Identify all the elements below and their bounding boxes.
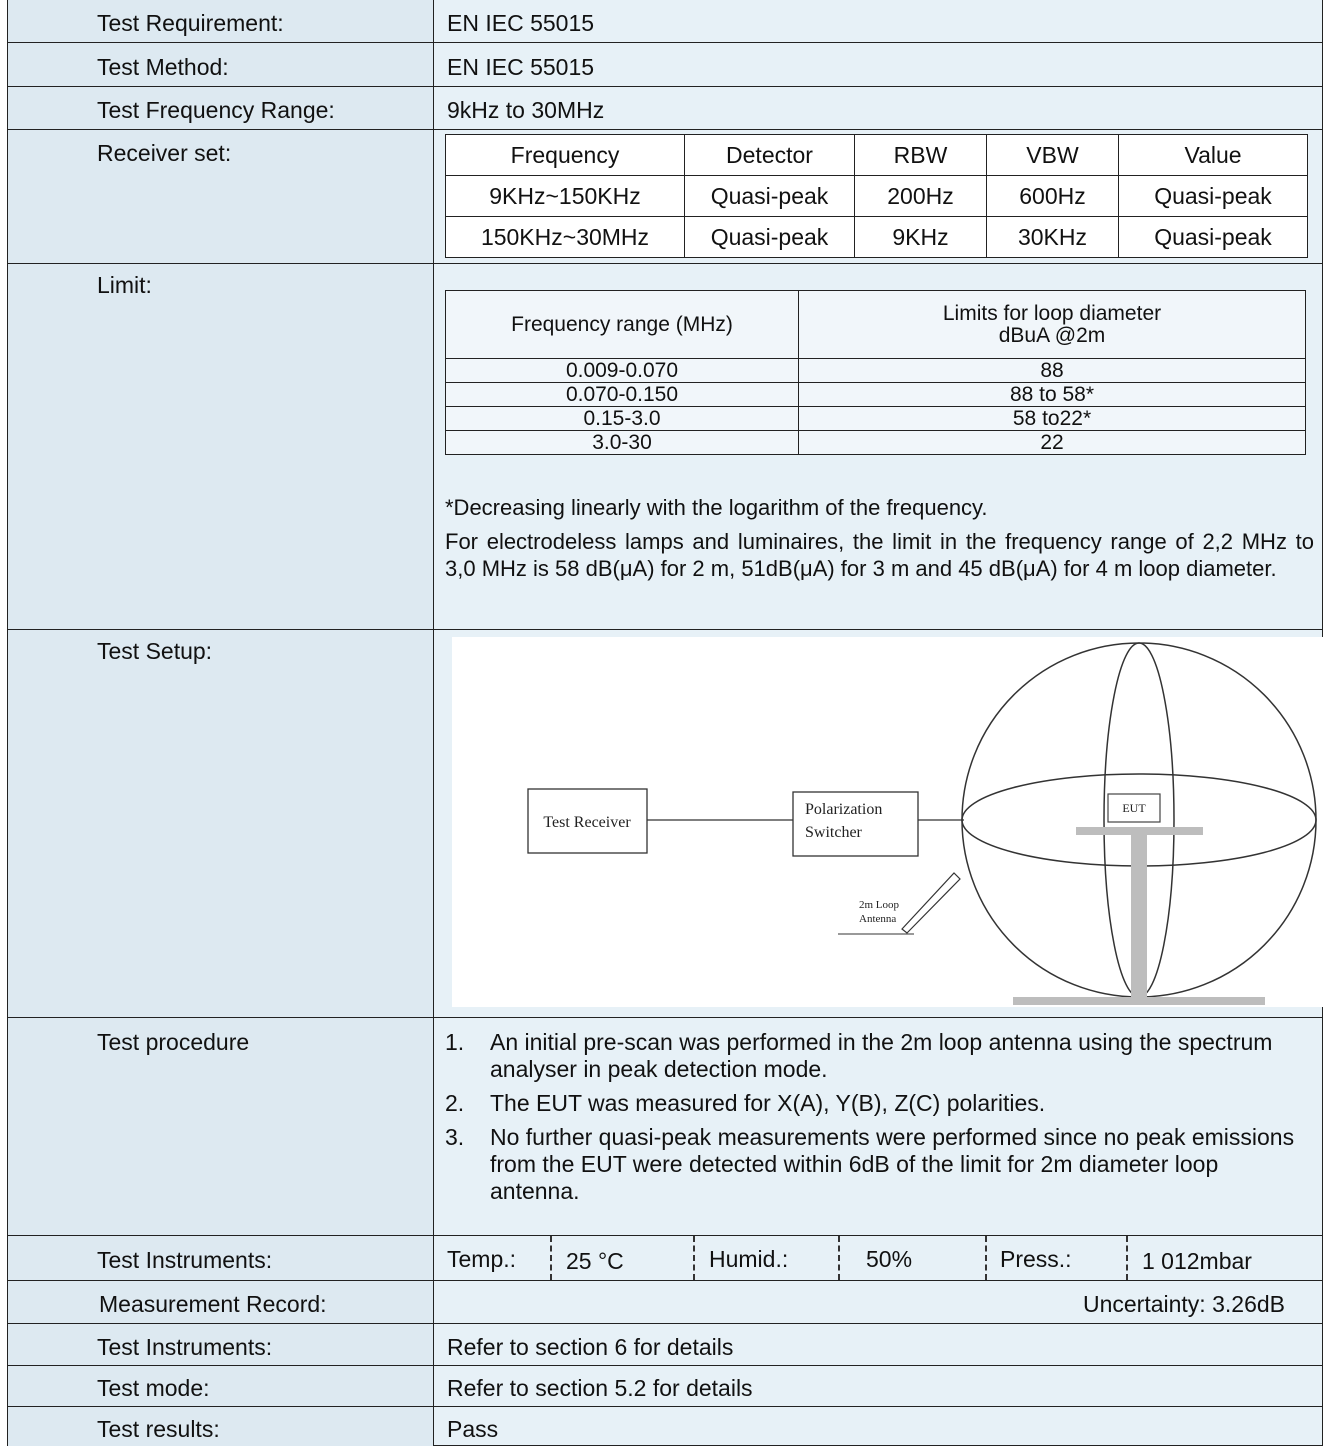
procedure-step bbox=[445, 1124, 1306, 1205]
step-text: No further quasi-peak measurements were performed since no peak emissions from the EUT were detected within 6dB of the limit for 2m diameter loop antenna. bbox=[490, 1124, 1295, 1204]
step-number: 2. bbox=[445, 1090, 465, 1116]
table-row bbox=[446, 176, 1308, 217]
table-row bbox=[446, 383, 1306, 407]
row-limit bbox=[8, 264, 1322, 630]
table-header: Frequency range (MHz) bbox=[446, 291, 799, 359]
test-receiver-label: Test Receiver bbox=[543, 814, 631, 831]
row-value bbox=[434, 264, 1322, 629]
row-test-method bbox=[8, 43, 1322, 87]
row-value bbox=[434, 1018, 1322, 1235]
row-test-procedure bbox=[8, 1018, 1322, 1236]
procedure-list bbox=[445, 1029, 1306, 1212]
row-label: Test Frequency Range: bbox=[8, 87, 434, 129]
row-value: Refer to section 6 for details bbox=[447, 1334, 734, 1360]
step-text: An initial pre-scan was performed in the 2m loop antenna using the spectrum analyser in peak detection mode. bbox=[490, 1029, 1273, 1082]
antenna-label-line2: Antenna bbox=[859, 913, 897, 925]
table-cell: 9KHz bbox=[855, 217, 987, 258]
table-cell: 22 bbox=[799, 431, 1306, 455]
row-measurement-record bbox=[8, 1281, 1322, 1324]
table-header: Frequency bbox=[446, 135, 685, 176]
table-cell: 30KHz bbox=[987, 217, 1119, 258]
limit-table bbox=[445, 290, 1306, 455]
row-test-mode bbox=[8, 1366, 1322, 1407]
table-row bbox=[446, 359, 1306, 383]
row-label: Limit: bbox=[8, 264, 434, 629]
table-header-row bbox=[446, 135, 1308, 176]
stand-top bbox=[1076, 827, 1203, 835]
step-number: 1. bbox=[445, 1029, 465, 1055]
table-cell: 0.070-0.150 bbox=[446, 383, 799, 407]
antenna-label-line1: 2m Loop bbox=[859, 899, 900, 911]
row-environment bbox=[8, 1236, 1322, 1281]
temp-value: 25 °C bbox=[550, 1236, 624, 1280]
row-label: Test results: bbox=[8, 1407, 434, 1446]
humid-value: 50% bbox=[838, 1236, 912, 1280]
table-cell: 88 bbox=[799, 359, 1306, 383]
row-test-results bbox=[8, 1407, 1322, 1446]
row-label: Measurement Record: bbox=[8, 1281, 434, 1323]
step-text: The EUT was measured for X(A), Y(B), Z(C) polarities. bbox=[490, 1090, 1046, 1116]
uncertainty-value: Uncertainty: 3.26dB bbox=[1082, 1291, 1285, 1317]
table-cell: 88 to 58* bbox=[799, 383, 1306, 407]
row-receiver-set bbox=[8, 130, 1322, 264]
procedure-step bbox=[445, 1029, 1306, 1083]
table-row bbox=[446, 217, 1308, 258]
row-value: EN IEC 55015 bbox=[447, 10, 595, 36]
table-cell: 600Hz bbox=[987, 176, 1119, 217]
row-value: 9kHz to 30MHz bbox=[447, 97, 605, 123]
press-value: 1 012mbar bbox=[1126, 1236, 1252, 1280]
table-cell: 150KHz~30MHz bbox=[446, 217, 685, 258]
receiver-table bbox=[445, 134, 1308, 258]
switcher-label-line2: Switcher bbox=[805, 824, 862, 841]
table-header bbox=[799, 291, 1306, 359]
table-header: Value bbox=[1119, 135, 1308, 176]
row-value bbox=[434, 630, 1322, 1017]
limit-paragraph: For electrodeless lamps and luminaires, the limit in the frequency range of 2,2 MHz to 3,0 MHz is 58 dB(μA) for 2 m, 51dB(μA) for 3 m and 45 dB(μA) for 4 m loop diameter. bbox=[445, 529, 1314, 581]
row-test-setup bbox=[8, 630, 1322, 1018]
temp-label: Temp.: bbox=[447, 1246, 517, 1272]
press-label: Press.: bbox=[985, 1236, 1072, 1280]
humid-label: Humid.: bbox=[693, 1236, 788, 1280]
row-label: Test Requirement: bbox=[8, 0, 434, 42]
test-setup-diagram bbox=[452, 637, 1323, 1007]
row-test-instruments bbox=[8, 1324, 1322, 1366]
table-cell: Quasi-peak bbox=[685, 176, 855, 217]
row-label: Test procedure bbox=[8, 1018, 434, 1235]
row-value: Pass bbox=[447, 1416, 499, 1442]
table-header: Detector bbox=[685, 135, 855, 176]
limit-header-line1: Limits for loop diameter bbox=[942, 301, 1162, 325]
step-number: 3. bbox=[445, 1124, 465, 1150]
row-value bbox=[434, 1236, 1322, 1280]
procedure-step bbox=[445, 1090, 1306, 1117]
table-header: RBW bbox=[855, 135, 987, 176]
table-cell: Quasi-peak bbox=[1119, 217, 1308, 258]
row-frequency-range bbox=[8, 87, 1322, 130]
table-cell: 9KHz~150KHz bbox=[446, 176, 685, 217]
row-label: Test Setup: bbox=[8, 630, 434, 1017]
row-label: Test mode: bbox=[8, 1366, 434, 1406]
row-label: Receiver set: bbox=[8, 130, 434, 263]
table-header-row bbox=[446, 291, 1306, 359]
table-cell: 0.009-0.070 bbox=[446, 359, 799, 383]
row-value: Refer to section 5.2 for details bbox=[447, 1375, 753, 1401]
table-cell: Quasi-peak bbox=[1119, 176, 1308, 217]
row-label: Test Instruments: bbox=[8, 1236, 434, 1280]
table-row bbox=[446, 407, 1306, 431]
table-cell: Quasi-peak bbox=[685, 217, 855, 258]
stand-base bbox=[1013, 997, 1265, 1005]
test-spec-table bbox=[7, 0, 1323, 1446]
row-label: Test Instruments: bbox=[8, 1324, 434, 1365]
row-test-requirement bbox=[8, 0, 1322, 43]
eut-label: EUT bbox=[1122, 801, 1146, 815]
row-value: EN IEC 55015 bbox=[447, 54, 595, 80]
switcher-label-line1: Polarization bbox=[805, 801, 883, 818]
table-cell: 200Hz bbox=[855, 176, 987, 217]
table-row bbox=[446, 431, 1306, 455]
limit-footnote: *Decreasing linearly with the logarithm of the frequency. bbox=[445, 495, 988, 520]
table-cell: 0.15-3.0 bbox=[446, 407, 799, 431]
table-cell: 58 to22* bbox=[799, 407, 1306, 431]
stand-pole bbox=[1131, 835, 1147, 997]
table-cell: 3.0-30 bbox=[446, 431, 799, 455]
row-label: Test Method: bbox=[8, 43, 434, 86]
row-value bbox=[434, 130, 1322, 263]
limit-header-line2: dBuA @2m bbox=[998, 323, 1106, 347]
table-header: VBW bbox=[987, 135, 1119, 176]
